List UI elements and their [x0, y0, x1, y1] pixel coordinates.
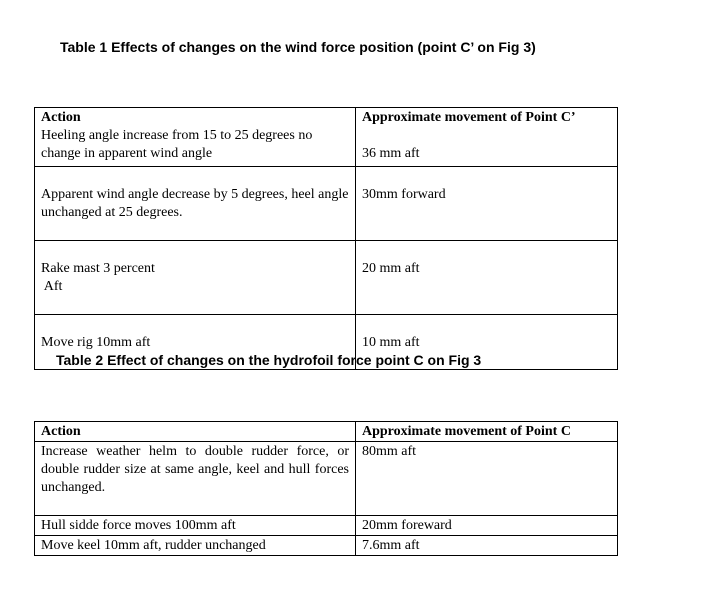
- table-row: [35, 108, 618, 167]
- action-cell: Rake mast 3 percent Aft: [35, 241, 356, 315]
- movement-column-header: Approximate movement of Point C’: [362, 110, 576, 125]
- table-row: [35, 442, 618, 516]
- movement-cell: 20mm foreward: [356, 516, 618, 536]
- action-cell: Increase weather helm to double rudder force, or double rudder size at same angle, keel and hull forces unchanged.: [35, 442, 356, 516]
- table-row: [35, 536, 618, 556]
- movement-cell: [356, 108, 618, 167]
- action-column-header: Action: [35, 422, 356, 442]
- table-1: [34, 107, 618, 370]
- table-2-caption: Table 2 Effect of changes on the hydrofoil force point C on Fig 3: [56, 352, 482, 368]
- action-cell: [35, 108, 356, 167]
- table-2: [34, 421, 618, 556]
- action-cell: Move rig 10mm aft: [35, 315, 356, 370]
- table-row: [35, 167, 618, 241]
- table-row: [35, 516, 618, 536]
- movement-cell: 80mm aft: [356, 442, 618, 516]
- movement-cell: 7.6mm aft: [356, 536, 618, 556]
- movement-cell: 30mm forward: [356, 167, 618, 241]
- table-1-caption: Table 1 Effects of changes on the wind force position (point C’ on Fig 3): [60, 39, 536, 55]
- action-cell: Hull sidde force moves 100mm aft: [35, 516, 356, 536]
- table-header-row: [35, 422, 618, 442]
- movement-text: 36 mm aft: [362, 146, 420, 161]
- action-text: Heeling angle increase from 15 to 25 degrees no change in apparent wind angle: [41, 128, 313, 161]
- movement-column-header: Approximate movement of Point C: [356, 422, 618, 442]
- movement-cell: 10 mm aft: [356, 315, 618, 370]
- movement-cell: 20 mm aft: [356, 241, 618, 315]
- action-cell: Apparent wind angle decrease by 5 degrees, heel angle unchanged at 25 degrees.: [35, 167, 356, 241]
- action-cell: Move keel 10mm aft, rudder unchanged: [35, 536, 356, 556]
- table-row: [35, 241, 618, 315]
- action-column-header: Action: [41, 110, 81, 125]
